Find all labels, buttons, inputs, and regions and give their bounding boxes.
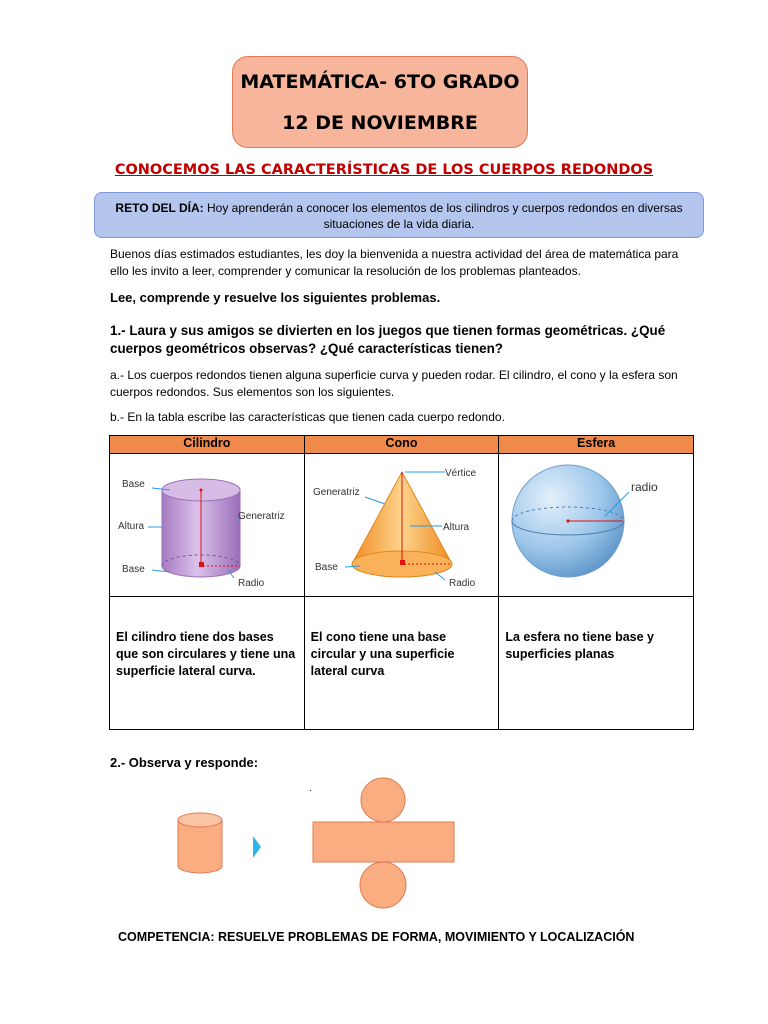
section-title: CONOCEMOS LAS CARACTERÍSTICAS DE LOS CUERPOS REDONDOS — [114, 162, 654, 178]
net-top-circle — [361, 778, 405, 822]
round-bodies-table — [109, 435, 694, 730]
label-altura: Altura — [442, 522, 469, 533]
label-altura: Altura — [118, 521, 145, 532]
reto-label: RETO DEL DÍA: — [115, 201, 204, 215]
net-rectangle — [313, 822, 454, 862]
instruction: Lee, comprende y resuelve los siguientes problemas. — [110, 290, 441, 305]
arrow-icon — [253, 836, 261, 858]
label-radio: radio — [631, 480, 658, 494]
description-cilindro: El cilindro tiene dos bases que son circulares y tiene una superficie lateral curva. — [110, 597, 305, 730]
net-bottom-circle — [360, 862, 406, 908]
label-generatriz: Generatriz — [312, 487, 360, 498]
label-vertice: Vértice — [444, 468, 476, 479]
title-box — [232, 56, 528, 148]
label-radio: Radio — [238, 578, 265, 589]
description-esfera: La esfera no tiene base y superficies planas — [499, 597, 694, 730]
label-base-top: Base — [122, 479, 145, 490]
label-base: Base — [314, 562, 338, 573]
cone-illustration — [305, 454, 499, 591]
header-esfera: Esfera — [499, 436, 694, 454]
reto-box — [94, 192, 704, 238]
competencia: COMPETENCIA: RESUELVE PROBLEMAS DE FORMA, MOVIMIENTO Y LOCALIZACIÓN — [118, 930, 635, 944]
sphere-illustration — [499, 454, 693, 591]
label-radio: Radio — [448, 578, 475, 589]
title-date: 12 DE NOVIEMBRE — [282, 112, 478, 134]
description-cono: El cono tiene una base circular y una superficie lateral curva — [304, 597, 499, 730]
header-cono: Cono — [304, 436, 499, 454]
label-generatriz: Generatriz — [238, 511, 285, 522]
sphere-cell — [499, 454, 694, 597]
question-2: 2.- Observa y responde: — [110, 755, 259, 770]
cylinder-cell — [110, 454, 305, 597]
label-base-bottom: Base — [122, 564, 145, 575]
title-subject: MATEMÁTICA- 6TO GRADO — [240, 71, 520, 93]
question-1: 1.- Laura y sus amigos se divierten en los juegos que tienen formas geométricas. ¿Qué cuerpos geométricos observas? ¿Qué características tienen? — [110, 323, 666, 356]
reto-text: Hoy aprenderán a conocer los elementos de los cilindros y cuerpos redondos en diversas situaciones de la vida diaria. — [203, 201, 683, 231]
question-1a: a.- Los cuerpos redondos tienen alguna superficie curva y pueden rodar. El cilindro, el cono y la esfera son cuerpos redondos. Sus elementos son los siguientes. — [110, 368, 678, 399]
cone-cell — [304, 454, 499, 597]
cylinder-illustration — [110, 454, 304, 591]
stray-dot: . — [309, 783, 312, 794]
header-cilindro: Cilindro — [110, 436, 305, 454]
cylinder-net-figure — [170, 776, 470, 916]
intro-paragraph: Buenos días estimados estudiantes, les doy la bienvenida a nuestra actividad del área de matemática para ello les invito a leer, comprender y comunicar la resolución de los problemas planteados. — [110, 247, 679, 278]
question-1b: b.- En la tabla escribe las características que tienen cada cuerpo redondo. — [110, 410, 505, 424]
